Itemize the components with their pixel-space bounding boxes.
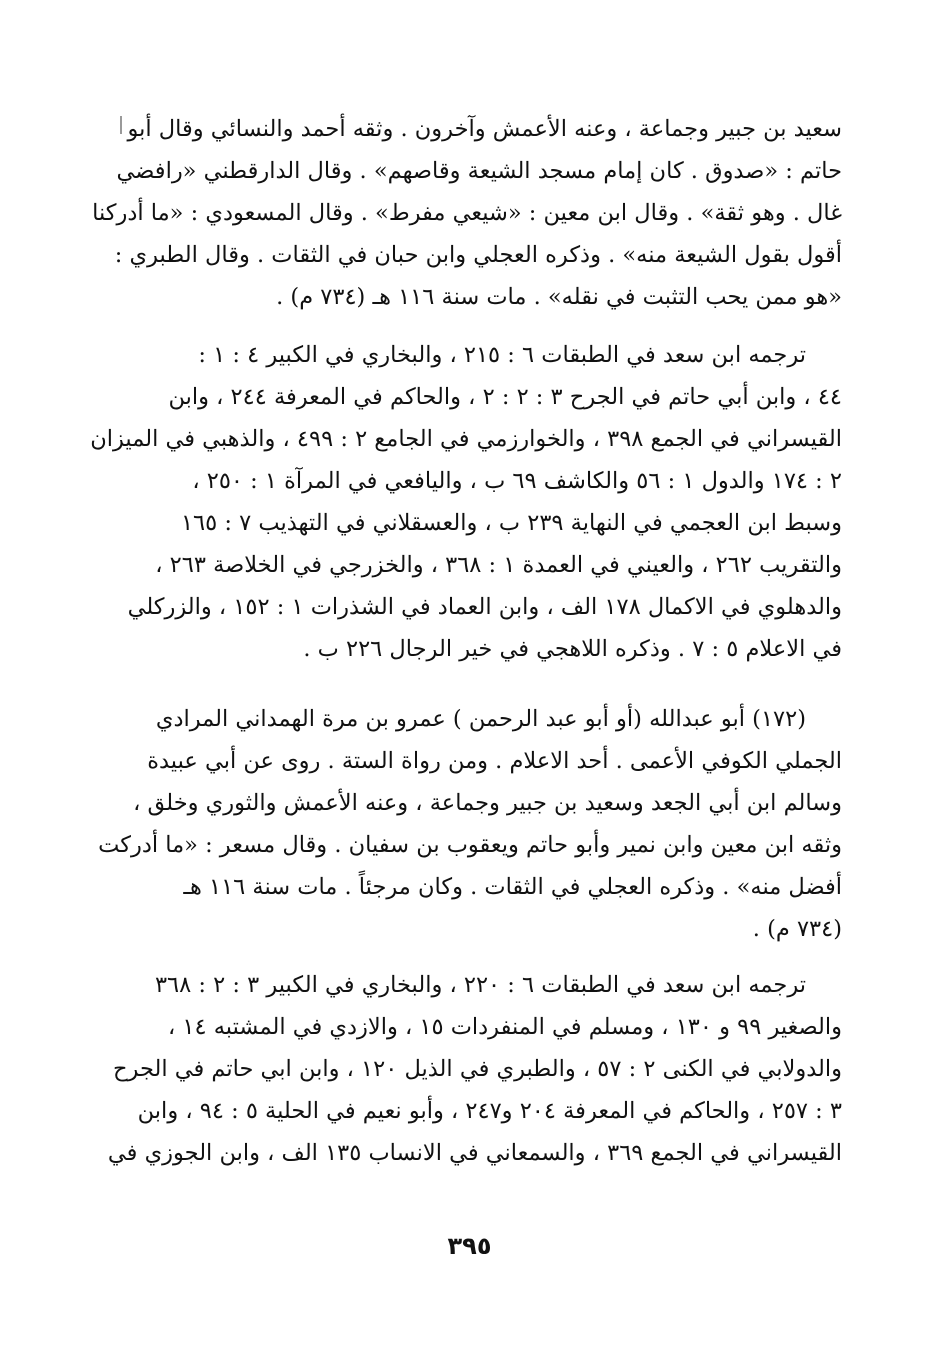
text-line: «هو ممن يحب التثبت في نقله» . مات سنة ١١٦ هـ (٧٣٤ م) . bbox=[276, 284, 842, 310]
text-line: سعيد بن جبير وجماعة ، وعنه الأعمش وآخرون . وثقه أحمد والنسائي وقال أبو bbox=[127, 116, 842, 142]
text-line: ٣ : ٢٥٧ ، والحاكم في المعرفة ٢٠٤ و٢٤٧ ، وأبو نعيم في الحلية ٥ : ٩٤ ، وابن bbox=[137, 1098, 842, 1124]
text-line: أقول بقول الشيعة منه» . وذكره العجلي وابن حبان في الثقات . وقال الطبري : bbox=[114, 242, 842, 268]
paragraph-biography-172 bbox=[98, 698, 842, 950]
paragraph-references-172 bbox=[107, 964, 842, 1174]
text-line: والدولابي في الكنى ٢ : ٥٧ ، والطبري في الذيل ١٢٠ ، وابن ابي حاتم في الجرح bbox=[113, 1056, 842, 1082]
text-line: ٤٤ ، وابن أبي حاتم في الجرح ٣ : ٢ : ٢ ، والحاكم في المعرفة ٢٤٤ ، وابن bbox=[168, 384, 842, 410]
paragraph-biography-1 bbox=[92, 108, 842, 318]
text-line: والصغير ٩٩ و ١٣٠ ، ومسلم في المنفردات ١٥ ، والازدي في المشتبه ١٤ ، bbox=[168, 1014, 842, 1040]
paragraph-references-1 bbox=[90, 334, 842, 670]
text-line: ترجمه ابن سعد في الطبقات ٦ : ٢٢٠ ، والبخاري في الكبير ٣ : ٢ : ٣٦٨ bbox=[154, 972, 806, 998]
text-line: ترجمه ابن سعد في الطبقات ٦ : ٢١٥ ، والبخاري في الكبير ٤ : ١ : bbox=[198, 342, 806, 368]
text-line: والتقريب ٢٦٢ ، والعيني في العمدة ١ : ٣٦٨ ، والخزرجي في الخلاصة ٢٦٣ ، bbox=[155, 552, 842, 578]
page-body bbox=[90, 108, 842, 1174]
text-line: (١٧٢) أبو عبدالله (أو أبو عبد الرحمن ) عمرو بن مرة الهمداني المرادي bbox=[155, 706, 806, 732]
text-line: الجملي الكوفي الأعمى . أحد الاعلام . ومن رواة الستة . روى عن أبي عبيدة bbox=[147, 748, 842, 774]
page-number: ٣٩٥ bbox=[447, 1232, 492, 1260]
text-line: القيسراني في الجمع ٣٦٩ ، والسمعاني في الانساب ١٣٥ الف ، وابن الجوزي في bbox=[107, 1140, 842, 1166]
text-line: (٧٣٤ م) . bbox=[752, 916, 842, 942]
text-line: ٢ : ١٧٤ والدول ١ : ٥٦ والكاشف ٦٩ ب ، واليافعي في المرآة ١ : ٢٥٠ ، bbox=[192, 468, 842, 494]
text-line: وثقه ابن معين وابن نمير وأبو حاتم ويعقوب بن سفيان . وقال مسعر : «ما أدركت bbox=[98, 832, 842, 858]
text-line: والدهلوي في الاكمال ١٧٨ الف ، وابن العماد في الشذرات ١ : ١٥٢ ، والزركلي bbox=[127, 594, 842, 620]
text-line: أفضل منه» . وذكره العجلي في الثقات . وكان مرجئاً . مات سنة ١١٦ هـ bbox=[183, 874, 842, 900]
text-line: وسبط ابن العجمي في النهاية ٢٣٩ ب ، والعسقلاني في التهذيب ٧ : ١٦٥ bbox=[180, 510, 842, 536]
text-line: حاتم : «صدوق . كان إمام مسجد الشيعة وقاصهم» . وقال الدارقطني «رافضي bbox=[116, 158, 842, 184]
text-line: القيسراني في الجمع ٣٩٨ ، والخوارزمي في الجامع ٢ : ٤٩٩ ، والذهبي في الميزان bbox=[90, 426, 842, 452]
text-line: في الاعلام ٥ : ٧ . وذكره اللاهجي في خير الرجال ٢٢٦ ب . bbox=[303, 636, 842, 662]
text-line: وسالم ابن أبي الجعد وسعيد بن جبير وجماعة ، وعنه الأعمش والثوري وخلق ، bbox=[133, 790, 842, 816]
margin-mark bbox=[120, 116, 122, 134]
text-line: غال . وهو ثقة» . وقال ابن معين : «شيعي مفرط» . وقال المسعودي : «ما أدركنا bbox=[92, 200, 842, 226]
